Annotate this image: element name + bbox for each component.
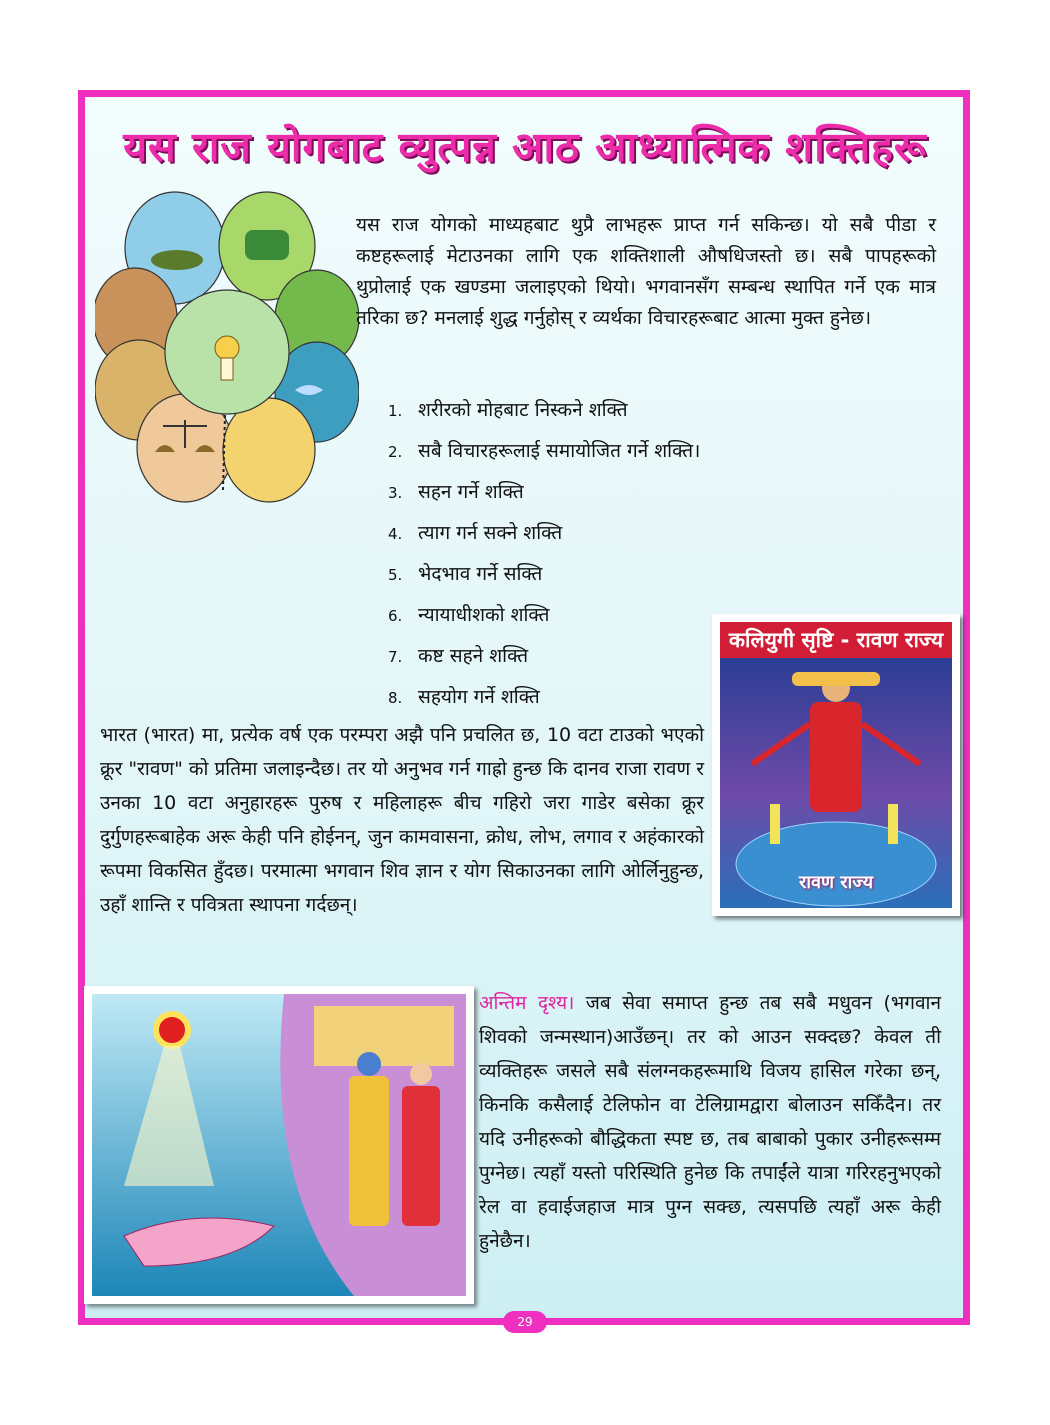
list-item: 3. सहन गर्ने शक्ति — [388, 481, 524, 503]
list-item: 2. सबै विचारहरूलाई समायोजित गर्ने शक्ति। — [388, 440, 701, 462]
final-scene-paragraph — [479, 986, 941, 1258]
ravana-poster-label: रावण राज्य — [798, 872, 874, 893]
list-item: 7. कष्ट सहने शक्ति — [388, 645, 529, 667]
final-scene-illustration — [84, 986, 474, 1304]
list-item: 8. सहयोग गर्ने शक्ति — [388, 686, 540, 708]
final-scene-body: जब सेवा समाप्त हुन्छ तब सबै मधुवन (भगवान शिवको जन्मस्थान)आउँछन्। तर को आउन सक्दछ? केवल ती व्यक्तिहरू जसले सबै संलग्नकहरूमाथि विजय हासिल गरेका छन्, किनकि कसैलाई टेलिफोन वा टेलिग्रामद्वारा बोलाउन सकिँदैन। तर यदि उनीहरूको बौद्धिकता स्पष्ट छ, तब बाबाको पुकार उनीहरूसम्म पुग्नेछ। त्यहाँ यस्तो परिस्थिति हुनेछ कि तपाईंले यात्रा गरिरहनुभएको रेल वा हवाईजहाज मात्र पुग्न सक्छ, त्यसपछि त्यहाँ अरू केही हुनेछैन। — [479, 992, 942, 1252]
eight-powers-flower-illustration — [95, 190, 359, 506]
bharat-paragraph: भारत (भारत) मा, प्रत्येक वर्ष एक परम्परा अझै पनि प्रचलित छ, 10 वटा टाउको भएको क्रूर "रावण" को प्रतिमा जलाइन्दैछ। तर यो अनुभव गर्न गाह्रो हुन्छ कि दानव राजा रावण र उनका 10 वटा अनुहारहरू पुरुष र महिलाहरू बीच गहिरो जरा गाडेर बसेका क्रूर दुर्गुणहरूबाहेक अरू केही पनि होईनन्, जुन कामवासना, क्रोध, लोभ, लगाव र अहंकारको रूपमा विकसित हुँदछ। परमात्मा भगवान शिव ज्ञान र योग सिकाउनका लागि ओर्लिनुहुन्छ, उहाँ शान्ति र पवित्रता स्थापना गर्दछन्। — [100, 724, 704, 916]
list-item: 4. त्याग गर्न सक्ने शक्ति — [388, 522, 563, 544]
list-item: 5. भेदभाव गर्ने सक्ति — [388, 563, 543, 585]
list-item: 6. न्यायाधीशको शक्ति — [388, 604, 550, 626]
ravana-poster-title: कलियुगी सृष्टि - रावण राज्य — [720, 622, 952, 658]
page-title: यस राज योगबाट व्युत्पन्न आठ आध्यात्मिक शक्तिहरू — [123, 123, 927, 171]
final-scene-heading: अन्तिम दृश्य। — [479, 992, 575, 1014]
list-item: 1. शरीरको मोहबाट निस्कने शक्ति — [388, 399, 628, 421]
page-number: 29 — [503, 1311, 547, 1333]
powers-list — [388, 396, 700, 724]
intro-paragraph: यस राज योगको माध्यहबाट थुप्रै लाभहरू प्राप्त गर्न सकिन्छ। यो सबै पीडा र कष्टहरूलाई मेटाउनका लागि एक शक्तिशाली औषधिजस्तो छ। सबै पापहरूको थुप्रोलाई एक खण्डमा जलाइएको थियो। भगवानसँग सम्बन्ध स्थापित गर्ने एक मात्र तरिका छ? मनलाई शुद्ध गर्नुहोस् र व्यर्थका विचारहरूबाट आत्मा मुक्त हुनेछ। — [356, 214, 936, 329]
